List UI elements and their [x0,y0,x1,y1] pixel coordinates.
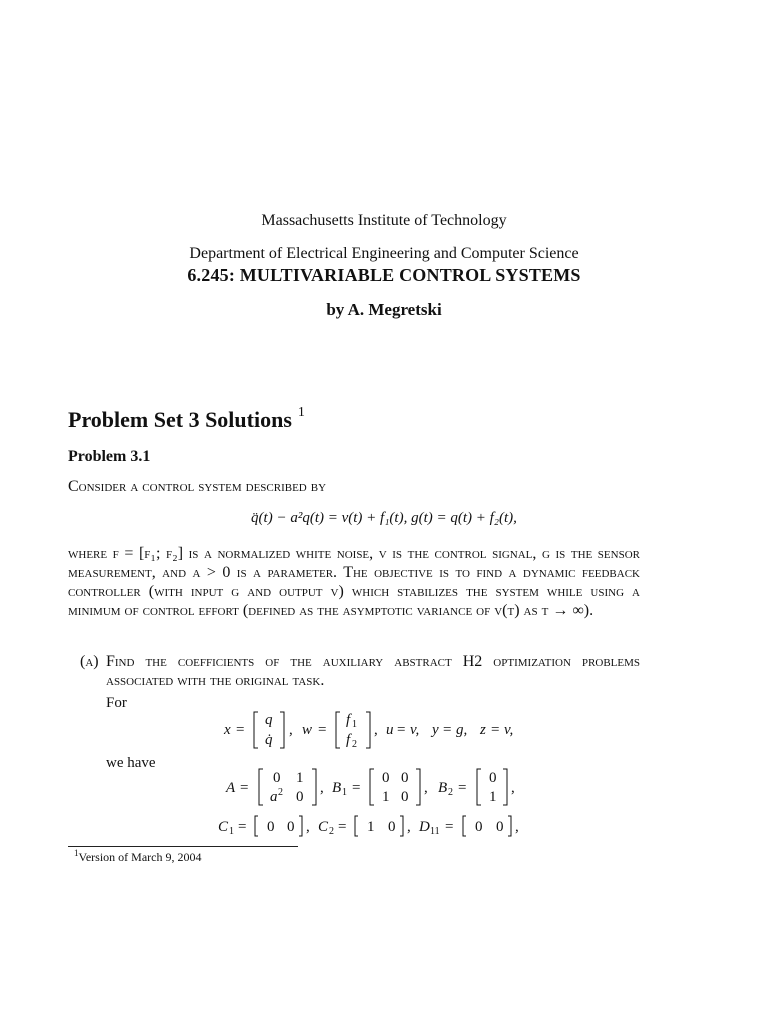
svg-text:0: 0 [296,789,304,805]
svg-text:1: 1 [352,719,357,730]
svg-text:2: 2 [448,787,453,798]
svg-text:=: = [443,722,452,738]
problem-heading: Problem 3.1 [68,448,151,465]
svg-text:D: D [419,819,430,835]
svg-text:0: 0 [273,770,281,786]
svg-text:,: , [407,819,411,835]
svg-text:2: 2 [352,739,357,750]
svg-text:1: 1 [367,819,375,835]
svg-text:0: 0 [267,819,275,835]
svg-text:1: 1 [342,787,347,798]
svg-text:w: w [302,722,313,738]
matrix-row-c-d [218,816,519,837]
svg-text:2: 2 [329,826,334,837]
svg-text:1: 1 [296,770,304,786]
problem-paragraph: where f = [f₁; f₂] is a normalized white noise, v is the control signal, g is the sensor measurement, and a > 0 is a parameter. The objective is to find a dynamic feedback controller (with input g and output v) which stabilizes the system while using a minimum of control effort (defined as the asymptotic variance of v(t) as t → ∞). [68,545,640,619]
svg-text:a: a [270,789,278,805]
svg-text:q: q [265,712,273,728]
svg-text:=: = [445,819,454,835]
author-line: by A. Megretski [326,300,442,319]
svg-text:=: = [352,780,361,796]
svg-text:0: 0 [287,819,295,835]
svg-text:2: 2 [278,787,283,798]
svg-text:0: 0 [382,770,390,786]
svg-text:0: 0 [496,819,504,835]
page-title-text: Problem Set 3 Solutions [68,407,292,432]
svg-text:0: 0 [489,770,497,786]
svg-text:B: B [332,780,342,796]
svg-text:=: = [238,819,247,835]
svg-text:B: B [438,780,448,796]
svg-text:0: 0 [401,770,409,786]
svg-text:1: 1 [229,826,234,837]
svg-text:f: f [346,732,351,748]
footnote [74,848,201,865]
svg-text:=: = [236,722,245,738]
institute-name: Massachusetts Institute of Technology [261,212,507,229]
svg-text:q̇: q̇ [265,732,273,748]
footnote-text: Version of March 9, 2004 [78,850,202,864]
svg-text:x: x [224,722,231,738]
svg-text:z: z [480,722,486,738]
svg-text:,: , [289,722,293,738]
svg-text:1: 1 [489,789,497,805]
svg-text:0: 0 [475,819,483,835]
svg-text:,: , [515,819,519,835]
svg-text:C: C [218,819,229,835]
svg-text:1: 1 [382,789,390,805]
system-equation: q̈(t) − a²q(t) = v(t) + f₁(t), g(t) = q(t) + f₂(t), [251,510,517,526]
department-name: Department of Electrical Engineering and Computer Science [189,245,579,262]
svg-text:0: 0 [401,789,409,805]
svg-text:0: 0 [388,819,396,835]
course-title: 6.245: MULTIVARIABLE CONTROL SYSTEMS [187,265,581,285]
svg-text:=: = [397,722,406,738]
svg-text:,: , [306,819,310,835]
svg-text:f: f [346,712,351,728]
svg-text:g,: g, [456,722,468,738]
svg-text:v,: v, [504,722,514,738]
we-have-label: we have [106,755,156,771]
svg-text:11: 11 [430,826,440,837]
svg-text:v,: v, [410,722,420,738]
matrix-row-a-b [225,769,515,805]
for-label: For [106,695,127,711]
svg-text:y: y [432,722,439,738]
svg-text:,: , [424,780,428,796]
title-footnote-mark: 1 [297,405,305,420]
svg-text:u: u [386,722,394,738]
state-definitions [223,712,513,750]
part-a-label: (a) [80,653,99,670]
footnote-rule [68,846,298,847]
svg-text:=: = [491,722,500,738]
footnote-mark: 1 [74,848,79,858]
svg-text:,: , [511,780,515,796]
svg-text:=: = [318,722,327,738]
problem-intro: Consider a control system described by [68,478,327,495]
svg-text:=: = [338,819,347,835]
svg-text:A: A [226,780,236,796]
svg-text:C: C [318,819,329,835]
svg-text:=: = [240,780,249,796]
svg-text:,: , [320,780,324,796]
svg-text:,: , [374,722,378,738]
svg-text:=: = [458,780,467,796]
part-a-text: Find the coefficients of the auxiliary abstract H2 optimization problems associated with the original task. [106,653,640,689]
